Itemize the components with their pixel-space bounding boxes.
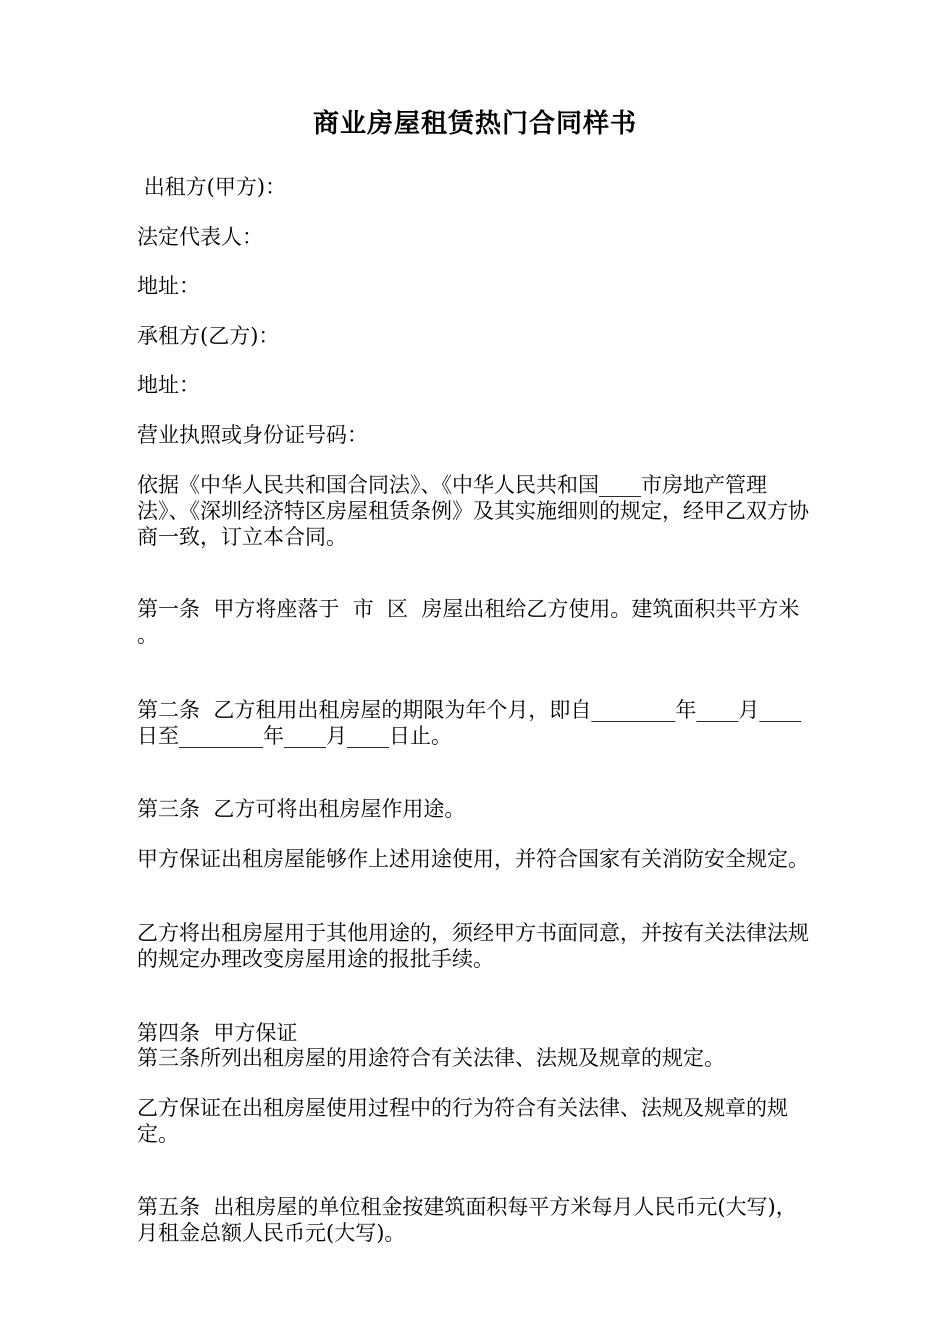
lessee-line: 承租方(乙方)： [137,324,280,348]
article-4-paragraph: 第三条所列出租房屋的用途符合有关法律、法规及规章的规定。 [137,1046,725,1070]
license-id-line: 营业执照或身份证号码： [137,423,368,447]
article-5-paragraph: 第五条 出租房屋的单位租金按建筑面积每平方米每月人民币元(大写)，月租金总额人民币元(大写)。 [137,1195,797,1245]
lessor-line: 出租方(甲方)： [137,175,287,199]
article-3-other-use-paragraph: 乙方将出租房屋用于其他用途的，须经甲方书面同意，并按有关法律法规的规定办理改变房屋用途的报批手续。 [137,921,809,971]
article-3-paragraph: 第三条 乙方可将出租房屋作用途。 [137,797,466,821]
article-1-paragraph: 第一条 甲方将座落于 市 区 房屋出租给乙方使用。建筑面积共平方米 。 [137,597,813,647]
lessee-guarantee-paragraph: 乙方保证在出租房屋使用过程中的行为符合有关法律、法规及规章的规定。 [137,1096,788,1146]
lessee-address-line: 地址： [137,373,200,397]
article-2-paragraph: 第二条 乙方租用出租房屋的期限为年个月，即自________年____月____日至________年____月____日止。 [137,698,802,748]
article-4-heading: 第四条 甲方保证 [137,1021,298,1045]
preamble-paragraph: 依据《中华人民共和国合同法》、《中华人民共和国____市房地产管理法》、《深圳经济特区房屋租赁条例》及其实施细则的规定，经甲乙双方协商一致，订立本合同。 [137,473,809,549]
legal-representative-line: 法定代表人： [137,225,263,249]
lessor-address-line: 地址： [137,274,200,298]
article-3-guarantee-paragraph: 甲方保证出租房屋能够作上述用途使用，并符合国家有关消防安全规定。 [137,847,809,871]
document-title: 商业房屋租赁热门合同样书 [312,109,637,139]
